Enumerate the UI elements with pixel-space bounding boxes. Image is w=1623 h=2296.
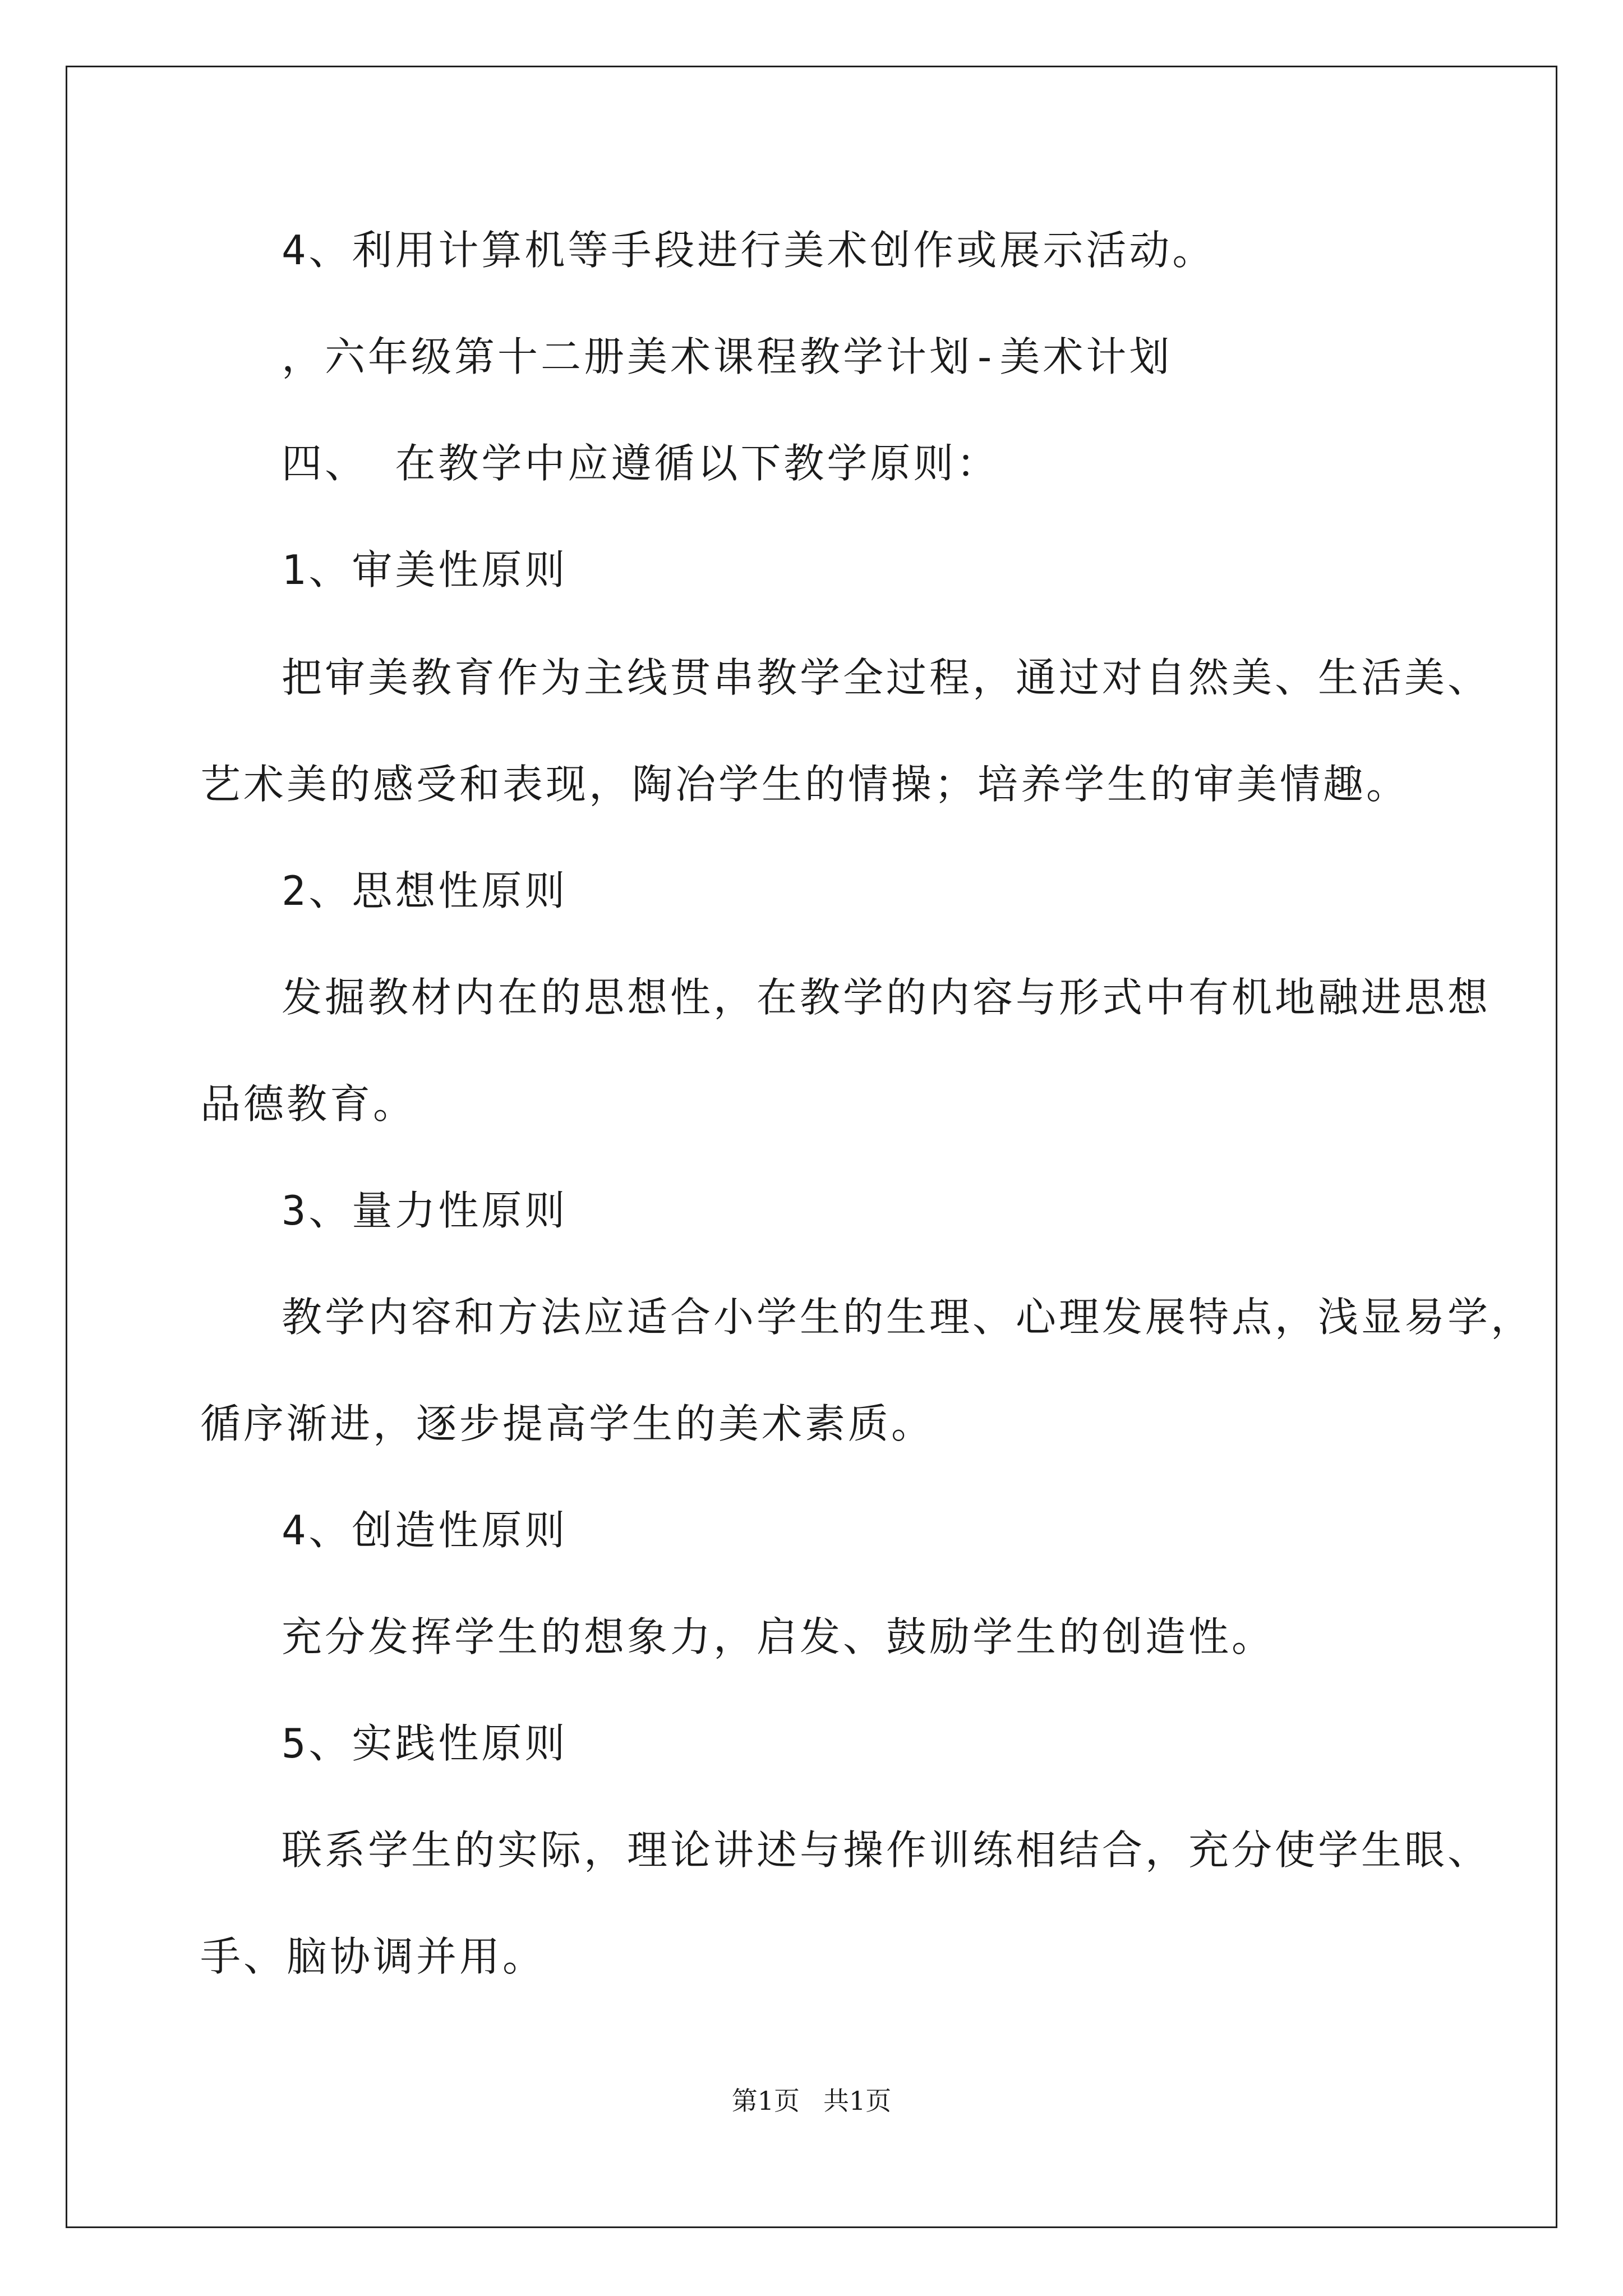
principle-heading: 5、实践性原则 [282,1720,568,1767]
paragraph-line: 艺术美的感受和表现，陶冶学生的情操；培养学生的审美情趣。 [200,761,1410,808]
paragraph-line: 充分发挥学生的想象力，启发、鼓励学生的创造性。 [282,1613,1275,1660]
paragraph-line: 联系学生的实际，理论讲述与操作训练相结合，充分使学生眼、 [282,1826,1491,1874]
paragraph-line: 品德教育。 [200,1080,417,1128]
page-border [66,66,1557,2228]
page-footer [0,2087,1623,2115]
paragraph-line: 手、脑协调并用。 [200,1933,546,1980]
section-heading: 四、 在教学中应遵循以下教学原则： [282,440,1000,487]
paragraph-line: ，六年级第十二册美术课程教学计划-美术计划 [282,333,1173,380]
paragraph-line: 4、利用计算机等手段进行美术创作或展示活动。 [282,227,1216,274]
page-number: 第1页 [731,2086,800,2116]
paragraph-line: 循序渐进，逐步提高学生的美术素质。 [200,1400,935,1447]
principle-heading: 3、量力性原则 [282,1187,568,1234]
paragraph-line: 教学内容和方法应适合小学生的生理、心理发展特点，浅显易学， [282,1294,1534,1341]
page-total: 共1页 [823,2086,892,2116]
paragraph-line: 把审美教育作为主线贯串教学全过程，通过对自然美、生活美、 [282,654,1491,701]
principle-heading: 4、创造性原则 [282,1507,568,1554]
principle-heading: 2、思想性原则 [282,867,568,914]
paragraph-line: 发掘教材内在的思想性，在教学的内容与形式中有机地融进思想 [282,974,1491,1021]
principle-heading: 1、审美性原则 [282,546,568,593]
